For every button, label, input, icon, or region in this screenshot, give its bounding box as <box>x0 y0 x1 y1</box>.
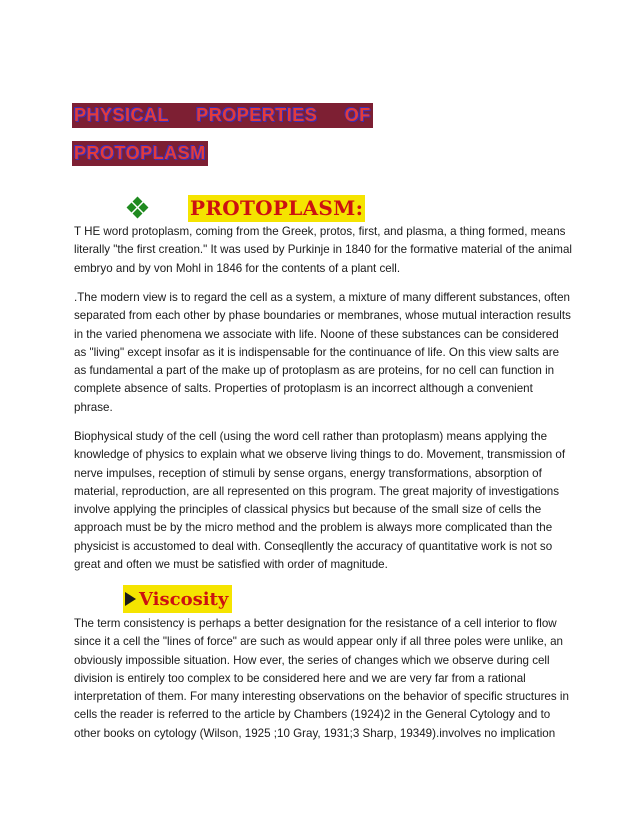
page-title <box>72 96 432 172</box>
subsection-heading <box>123 585 232 613</box>
four-diamond-bullet-icon <box>128 198 148 218</box>
paragraph-intro: T HE word protoplasm, coming from the Greek, protos, first, and plasma, a thing formed, means literally "the first creation." It was used by Purkinje in 1840 for the formative material of the animal embryo and by von Mohl in 1846 for the contents of a plant cell. <box>74 225 572 275</box>
subsection-heading-label: Viscosity <box>139 588 229 610</box>
paragraph-modern-view: .The modern view is to regard the cell as a system, a mixture of many different substances, often separated from each other by phase boundaries or membranes, whose mutual interaction results in the varied phenomena we associate with life. Noone of these substances can be considered as "living" except insofar as it is indispensable for the continuance of life. On this view salts are as fundamental a part of the make up of protoplasm as are proteins, for no cell can function in complete absence of salts. Properties of protoplasm is an incorrect although a convenient phrase. <box>74 291 571 414</box>
section-heading-label: PROTOPLASM: <box>190 195 364 220</box>
paragraph-biophysical-study: Biophysical study of the cell (using the word cell rather than protoplasm) means applying the knowledge of physics to explain what we observe living things to do. Movement, transmission of nerve impulses, reception of stimuli by sense organs, energy transformations, absorption of material, reproduction, are all represented on this program. The great majority of investigations involve applying the principles of classical physics but because of the small size of cells the approach must be by the micro method and the problem is always more complicated than the physicist is accustomed to deal with. Conseqllently the accuracy of quantitative work is not so great and often we must be satisfied with order of magnitude. <box>74 430 566 572</box>
section-heading <box>128 193 365 223</box>
page-title-text: PHYSICAL PROPERTIES OF PROTOPLASM <box>72 103 373 166</box>
paragraph-viscosity: The term consistency is perhaps a better designation for the resistance of a cell interior to flow since it a cell the "lines of force" are such as would appear only if all three poles were unlike, an obviously impossible situation. How ever, the series of changes which we observe during cell division is entirely too complex to be considered here and we are very far from a rational interpretation of them. For many interesting observations on the behavior of specific structures in cells the reader is referred to the article by Chambers (1924)2 in the General Cytology and to other books on cytology (Wilson, 1925 ;10 Gray, 1931;3 Sharp, 19349).involves no implication <box>74 617 569 740</box>
arrow-bullet-icon <box>125 592 136 606</box>
